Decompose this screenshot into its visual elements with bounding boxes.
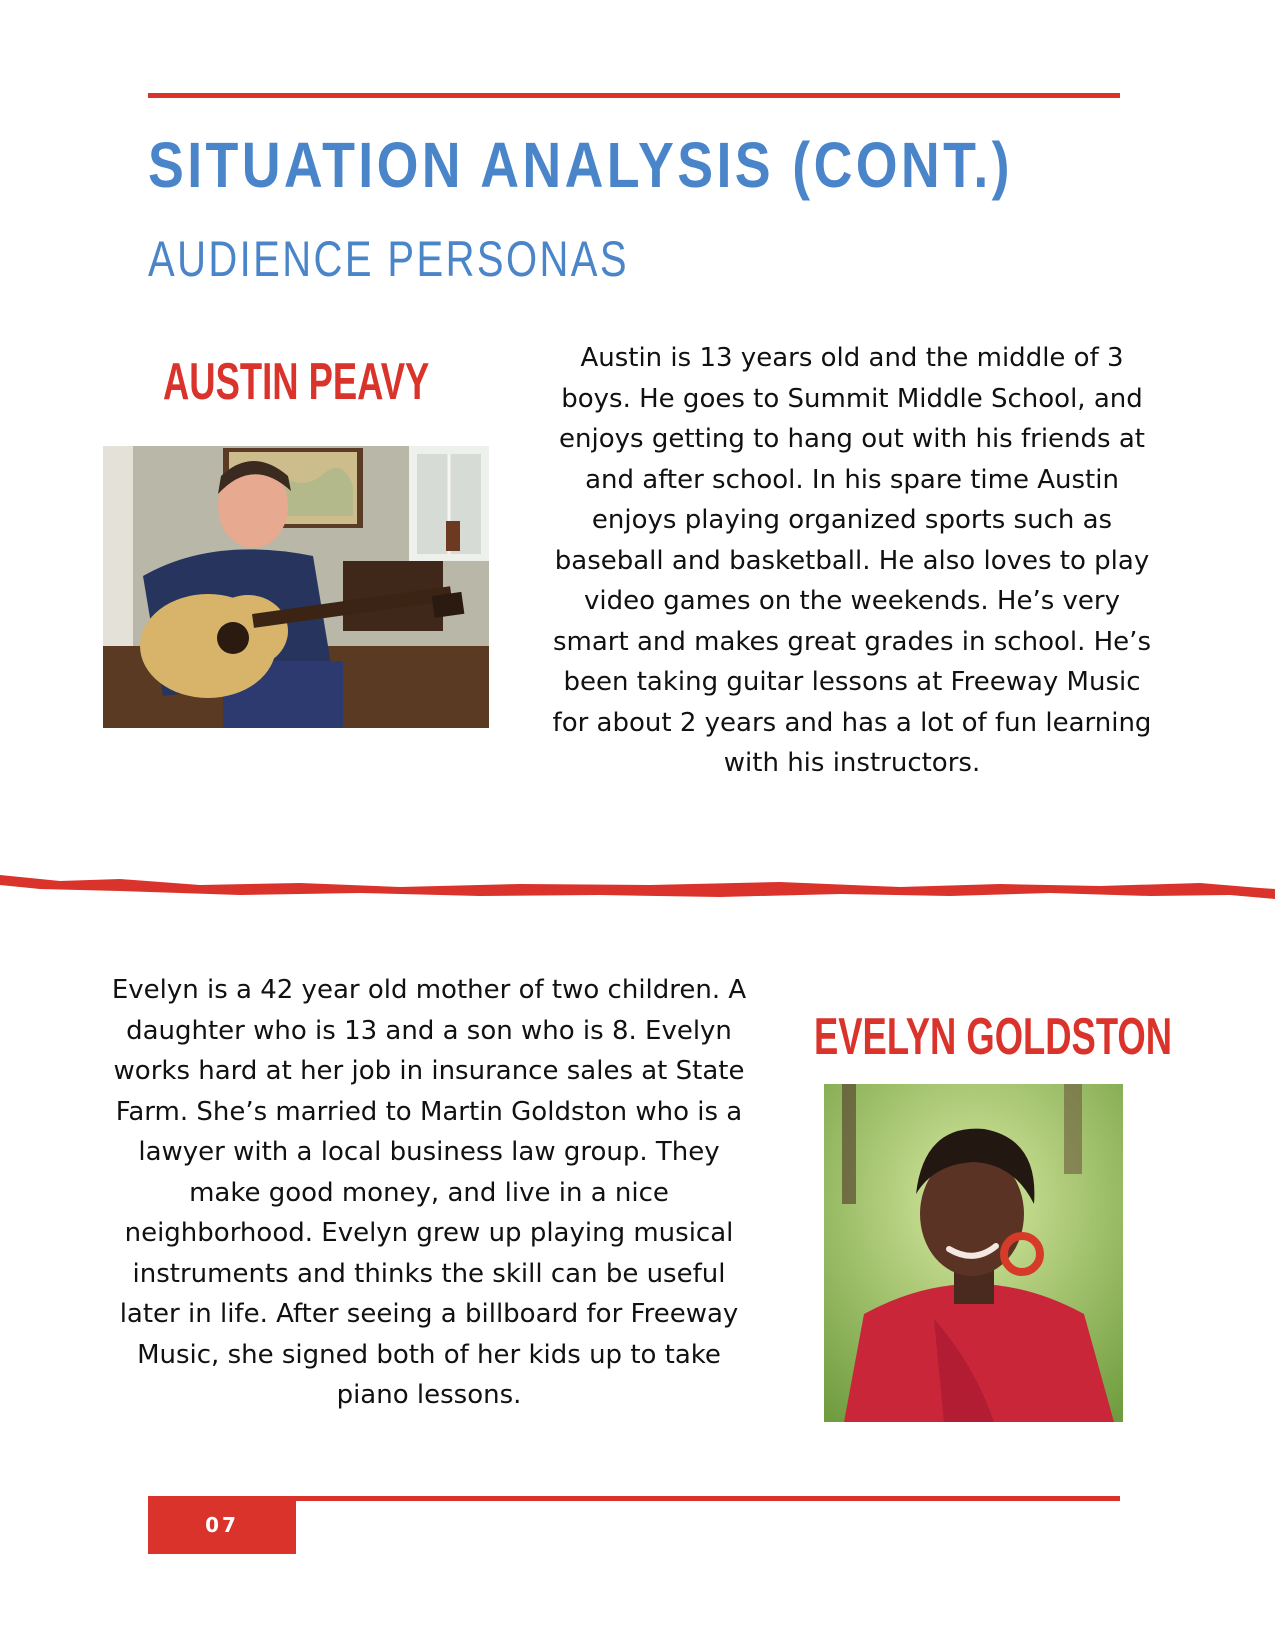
woman-portrait-image <box>824 1084 1123 1422</box>
persona-bio-evelyn: Evelyn is a 42 year old mother of two children. A daughter who is 13 and a son who is 8. Evelyn works hard at her job in insurance sales at State Farm. She’s married to Martin Goldston who is a lawyer with a local business law group. They make good money, and live in a nice neighborhood. Evelyn grew up playing musical instruments and thinks the skill can be useful later in life. After seeing a billboard for Freeway Music, she signed both of her kids up to take piano lessons. <box>111 975 747 1410</box>
persona-bio-austin: Austin is 13 years old and the middle of 3 boys. He goes to Summit Middle School, and enjoys getting to hang out with his friends at and after school. In his spare time Austin enjoys playing organized sports such as baseball and basketball. He also loves to play video games on the weekends. He’s very smart and makes great grades in school. He’s been taking guitar lessons at Freeway Music for about 2 years and has a lot of fun learning with his instructors. <box>552 343 1152 778</box>
torn-divider <box>0 865 1275 905</box>
page-title: SITUATION ANALYSIS (CONT.) <box>148 129 1013 201</box>
persona-photo-evelyn <box>824 1084 1123 1422</box>
page-number-box <box>148 1496 296 1554</box>
page-number: 07 <box>205 1513 239 1537</box>
boy-with-guitar-image <box>103 446 489 728</box>
page-subtitle: AUDIENCE PERSONAS <box>148 231 629 287</box>
persona-name-evelyn: EVELYN GOLDSTON <box>814 1008 1173 1066</box>
top-rule <box>148 93 1120 98</box>
persona-name-austin: AUSTIN PEAVY <box>163 353 430 411</box>
bottom-rule <box>296 1496 1120 1501</box>
persona-photo-austin <box>103 446 489 728</box>
